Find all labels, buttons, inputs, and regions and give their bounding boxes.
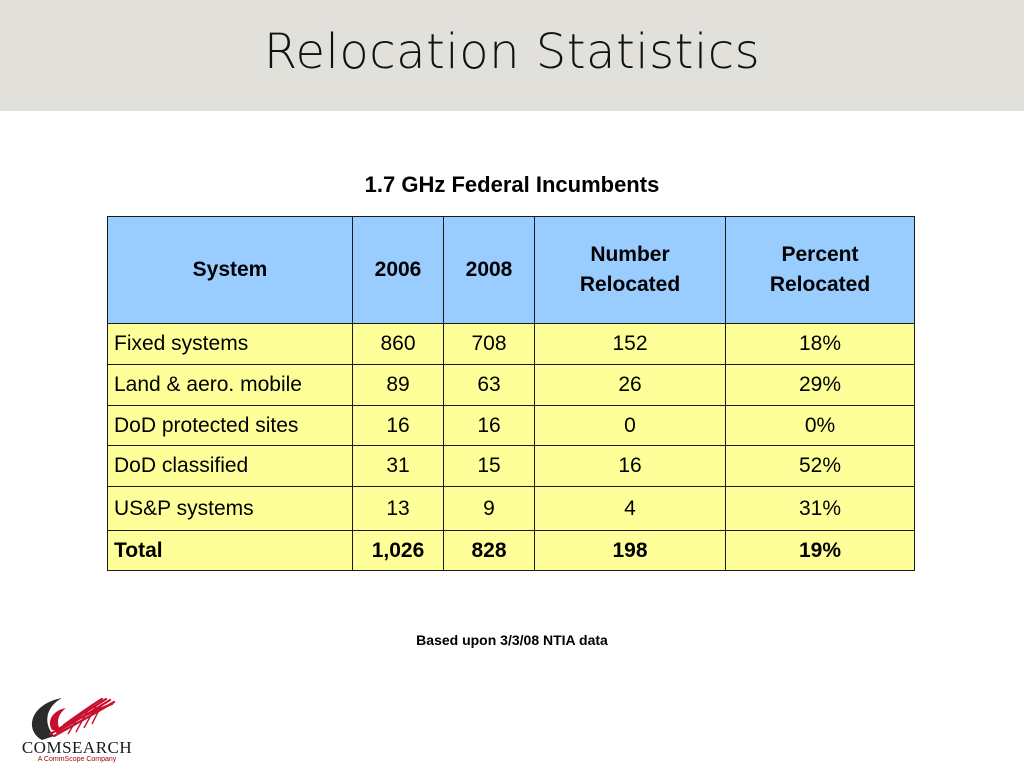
cell-2008: 828 [444,531,535,571]
cell-system: Fixed systems [108,324,353,365]
header-2006: 2006 [353,217,444,324]
cell-number: 4 [535,487,726,531]
cell-system: DoD protected sites [108,406,353,446]
cell-system: Land & aero. mobile [108,365,353,406]
table-row [108,365,915,406]
logo-tagline: A CommScope Company [37,756,117,763]
cell-percent: 52% [726,446,915,487]
cell-percent: 18% [726,324,915,365]
cell-2006: 31 [353,446,444,487]
table-header-row [108,217,915,324]
table-row [108,324,915,365]
table-caption: 1.7 GHz Federal Incumbents [364,172,660,197]
cell-number: 152 [535,324,726,365]
table-row [108,406,915,446]
header-percent-relocated [726,217,915,324]
cell-percent: 29% [726,365,915,406]
cell-percent: 0% [726,406,915,446]
cell-2006: 13 [353,487,444,531]
cell-2006: 16 [353,406,444,446]
page-title: Relocation Statistics [263,24,761,80]
header-number-line2: Relocated [579,273,681,296]
logo-wordmark: COMSEARCH [21,738,133,757]
cell-2008: 63 [444,365,535,406]
table-row [108,487,915,531]
table-total-row [108,531,915,571]
cell-2008: 16 [444,406,535,446]
relocation-table [107,216,915,571]
header-percent-line2: Relocated [769,273,871,296]
table-row [108,446,915,487]
header-2008: 2008 [444,217,535,324]
cell-system: DoD classified [108,446,353,487]
cell-2006: 860 [353,324,444,365]
header-number-line1: Number [590,243,670,266]
header-number-relocated [535,217,726,324]
cell-number: 26 [535,365,726,406]
cell-2006: 89 [353,365,444,406]
footnote: Based upon 3/3/08 NTIA data [416,632,608,648]
cell-2008: 708 [444,324,535,365]
cell-number: 16 [535,446,726,487]
cell-number: 0 [535,406,726,446]
cell-2006: 1,026 [353,531,444,571]
header-system: System [108,217,353,324]
cell-percent: 19% [726,531,915,571]
header-percent-line1: Percent [781,243,859,266]
cell-system: Total [108,531,353,571]
cell-system: US&P systems [108,487,353,531]
cell-number: 198 [535,531,726,571]
cell-2008: 9 [444,487,535,531]
cell-percent: 31% [726,487,915,531]
cell-2008: 15 [444,446,535,487]
